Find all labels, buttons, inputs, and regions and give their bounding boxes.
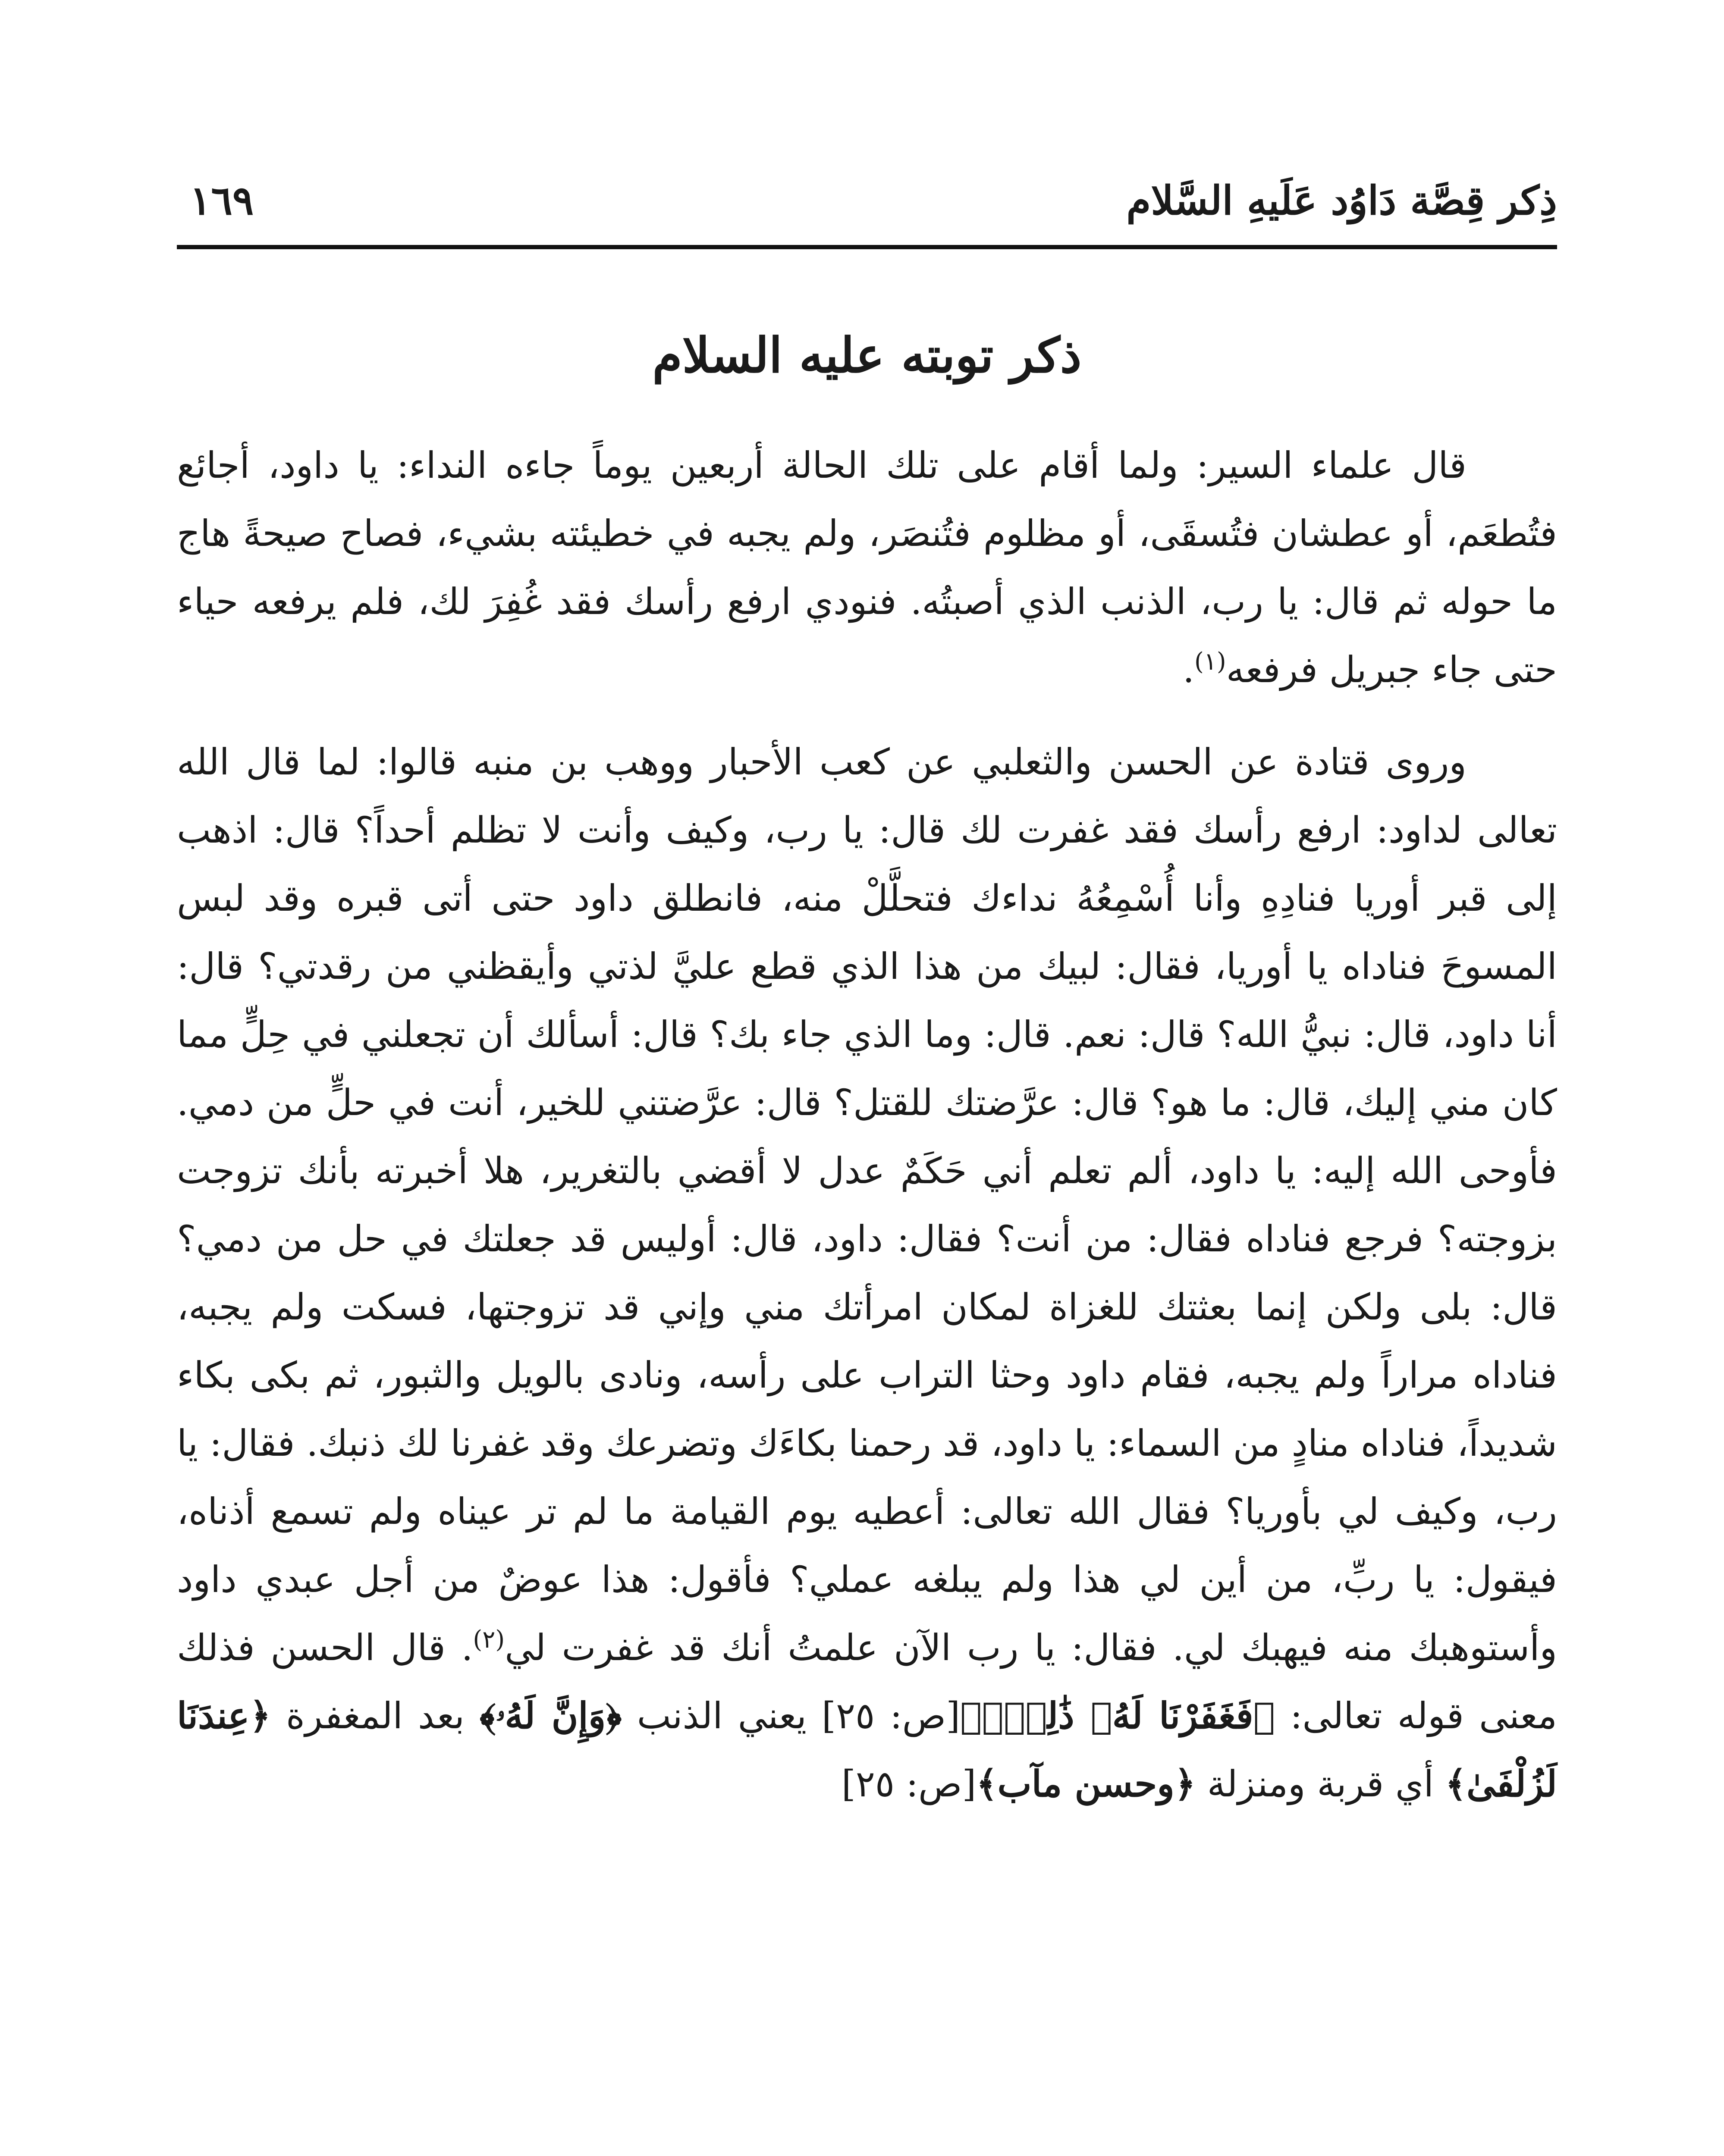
paragraph-1 — [177, 431, 1557, 704]
running-header — [177, 172, 1557, 229]
page-number: ١٦٩ — [190, 177, 254, 224]
running-header-title: ذِكر قِصَّة دَاوُد عَلَيهِ السَّلام — [1126, 177, 1557, 224]
footnote-ref-1: (١) — [1194, 648, 1226, 676]
paragraph-2-text: وروى قتادة عن الحسن والثعلبي عن كعب الأحبار ووهب بن منبه قالوا: لما قال الله تعالى لداود: ارفع رأسك فقد غفرت لك قال: يا رب، وكيف وأنت لا تظلم أحداً؟ قال: اذهب إلى قبر أوريا فنادِهِ وأنا أُسْمِعُهُ نداءك فتحلَّلْ منه، فانطلق داود حتى أتى قبره وقد لبس المسوحَ فناداه يا أوريا، فقال: لبيك من هذا الذي قطع عليَّ لذتي وأيقظني من رقدتي؟ قال: أنا داود، قال: نبيُّ الله؟ قال: نعم. قال: وما الذي جاء بك؟ قال: أسألك أن تجعلني في حِلٍّ مما كان مني إليك، قال: ما هو؟ قال: عرَّضتك للقتل؟ قال: عرَّضتني للخير، أنت في حلٍّ من دمي. فأوحى الله إليه: يا داود، ألم تعلم أني حَكَمٌ عدل لا أقضي بالتغرير، هلا أخبرته بأنك تزوجت بزوجته؟ فرجع فناداه فقال: من أنت؟ فقال: داود، قال: أوليس قد جعلتك في حل من دمي؟ قال: بلى ولكن إنما بعثتك للغزاة لمكان امرأتك مني وإني قد تزوجتها، فسكت ولم يجبه، فناداه مراراً ولم يجبه، فقام داود وحثا التراب على رأسه، ونادى بالويل والثبور، ثم بكى بكاء شديداً، فناداه منادٍ من السماء: يا داود، قد رحمنا بكاءَك وتضرعك وقد غفرنا لك ذنبك. فقال: يا رب، وكيف لي بأوريا؟ فقال الله تعالى: أعطيه يوم القيامة ما لم تر عيناه ولم تسمع أذناه، فيقول: يا ربِّ، من أين لي هذا ولم يبلغه عملي؟ فأقول: هذا عوضٌ من أجل عبدي داود وأستوهبك منه فيهبك لي. فقال: يا رب الآن علمتُ أنك قد غفرت لي — [177, 741, 1558, 1669]
paragraph-2-text-e: أي قربة ومنزلة — [1196, 1763, 1445, 1805]
paragraph-2-text-b: . قال الحسن فذلك معنى قوله تعالى: — [177, 1626, 1558, 1737]
header-rule — [177, 245, 1557, 249]
quran-quote-4: ﴿وحسن مآب﴾ — [976, 1762, 1196, 1805]
paragraph-2-text-d: بعد المغفرة — [270, 1695, 480, 1737]
quran-quote-2: ﴿وَإِنَّ لَهُۥ﴾ — [480, 1694, 622, 1737]
paragraph-1-text: قال علماء السير: ولما أقام على تلك الحالة أربعين يوماً جاءه النداء: يا داود، أجائع فتُطعَم، أو عطشان فتُسقَى، أو مظلوم فتُنصَر، ولم يجبه في خطيئته بشيء، فصاح صيحةً هاج ما حوله ثم قال: يا رب، الذنب الذي أصبتُه. فنودي ارفع رأسك فقد غُفِرَ لك، فلم يرفعه حياء حتى جاء جبريل فرفعه — [177, 444, 1557, 691]
section-title: ذكر توبته عليه السلام — [652, 327, 1082, 384]
quran-quote-1: ﴿فَغَفَرْنَا لَهُۥ ذَٰلِكَۖ﴾ — [960, 1694, 1275, 1737]
paragraph-2-text-c: [ص: ٢٥] يعني الذنب — [622, 1695, 961, 1737]
footnote-ref-2: (٢) — [473, 1626, 505, 1654]
paragraph-2 — [177, 728, 1557, 1818]
quran-quote-3: ﴿عِندَنَا لَزُلْفَىٰ﴾ — [177, 1694, 1557, 1805]
body-text — [177, 431, 1557, 1842]
paragraph-2-text-f: [ص: ٢٥] — [841, 1763, 977, 1805]
paragraph-1-end: . — [1183, 649, 1194, 691]
